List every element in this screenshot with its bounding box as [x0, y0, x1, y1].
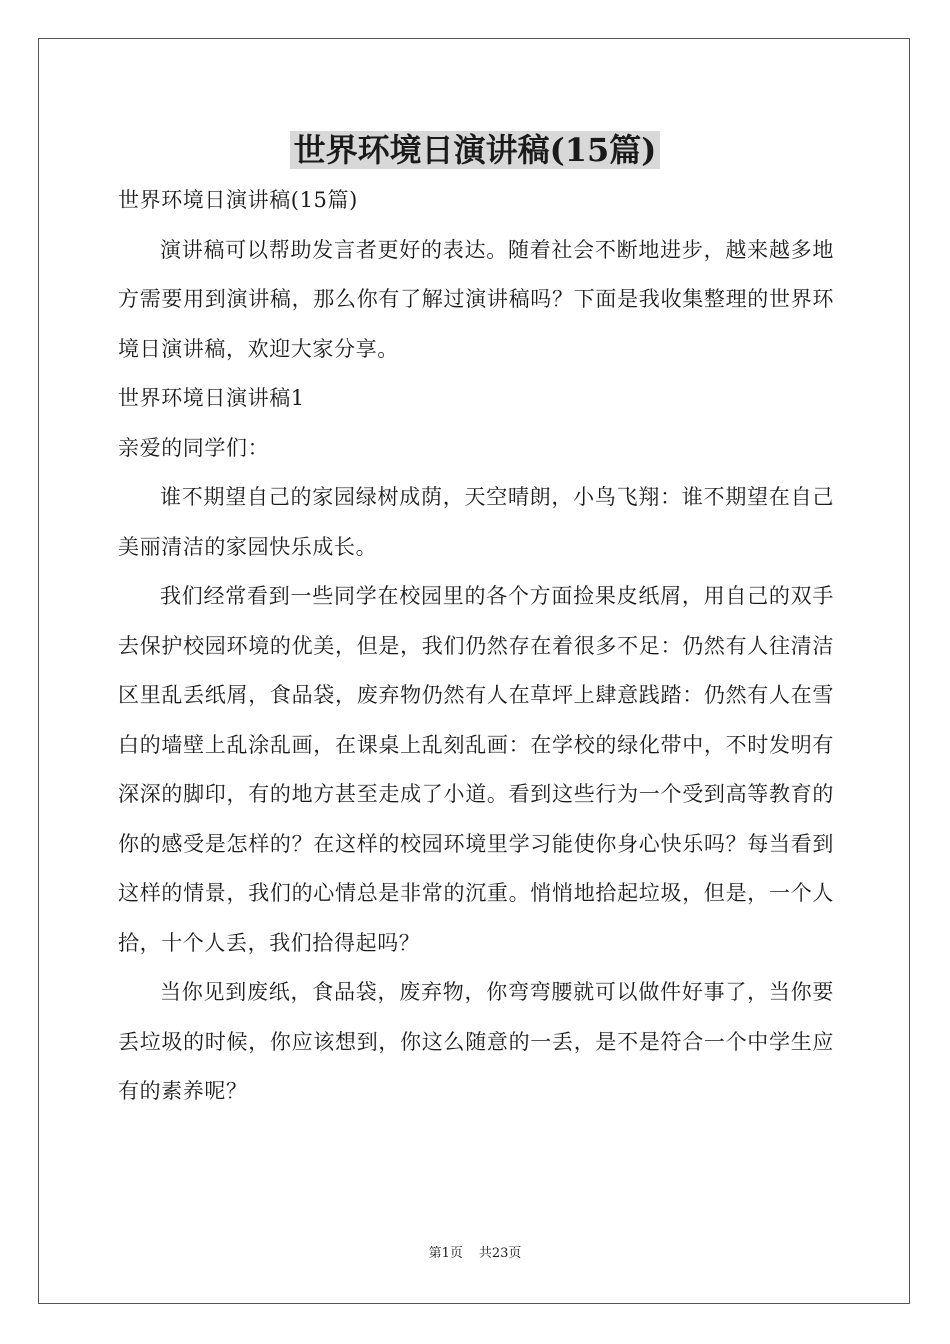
page-number: 第1页 [428, 1246, 463, 1261]
paragraph-body: 我们经常看到一些同学在校园里的各个方面捡果皮纸屑，用自己的双手去保护校园环境的优美，但是，我们仍然存在着很多不足：仍然有人往清洁区里乱丢纸屑，食品袋，废弃物仍然有人在草坪上肆意践踏：仍然有人在雪白的墙壁上乱涂乱画，在课桌上乱刻乱画：在学校的绿化带中，不时发明有深深的脚印，有的地方甚至走成了小道。看到这些行为一个受到高等教育的你的感受是怎样的？在这样的校园环境里学习能使你身心快乐吗？每当看到这样的情景，我们的心情总是非常的沉重。悄悄地拾起垃圾，但是，一个人拾，十个人丢，我们拾得起吗？ [118, 584, 834, 955]
paragraph-subtitle: 世界环境日演讲稿(15篇) [118, 188, 358, 212]
paragraph-body: 当你见到废纸，食品袋，废弃物，你弯弯腰就可以做件好事了，当你要丢垃圾的时候，你应该想到，你这么随意的一丢，是不是符合一个中学生应有的素养呢？ [118, 980, 834, 1103]
document-body [118, 176, 834, 1117]
document-title-text: 世界环境日演讲稿(15篇) [290, 131, 661, 169]
paragraph-salutation: 亲爱的同学们： [118, 435, 270, 460]
document-title [0, 124, 950, 176]
section-heading: 世界环境日演讲稿1 [118, 386, 305, 410]
paragraph-intro: 演讲稿可以帮助发言者更好的表达。随着社会不断地进步，越来越多地方需要用到演讲稿，那么你有了解过演讲稿吗？下面是我收集整理的世界环境日演讲稿，欢迎大家分享。 [118, 237, 834, 361]
page-footer [0, 1244, 950, 1264]
page-total: 共23页 [478, 1246, 522, 1261]
paragraph-body: 谁不期望自己的家园绿树成荫，天空晴朗，小鸟飞翔：谁不期望在自己美丽清洁的家园快乐成长。 [118, 485, 834, 559]
